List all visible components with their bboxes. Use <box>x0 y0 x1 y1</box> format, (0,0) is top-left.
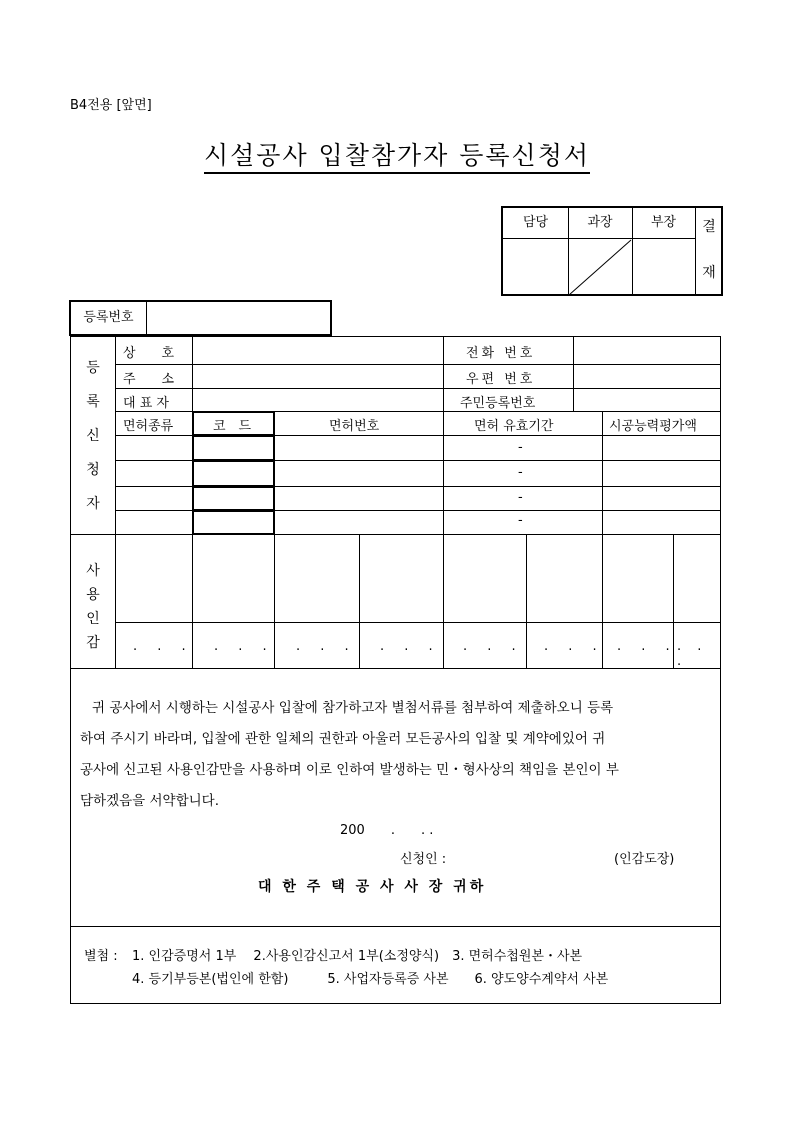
approval-box <box>501 206 723 296</box>
seal-date-dots: . . . <box>214 639 275 654</box>
license-type-header: 면허종류 <box>123 419 174 434</box>
approval-side-bottom: 재 <box>702 265 716 281</box>
seal-date-dots: . . . <box>133 639 194 654</box>
seal-date-dots: . . . <box>617 639 678 654</box>
approval-diagonal <box>568 239 632 296</box>
approval-col-manager: 과장 <box>568 208 632 239</box>
seal-date-dots: . . . <box>380 639 441 654</box>
approval-col-staff: 담당 <box>503 208 568 239</box>
phone-label: 전화 번호 <box>466 346 536 361</box>
approval-col-director: 부장 <box>632 208 695 239</box>
attachments-label: 별첨 : <box>84 949 118 964</box>
capacity-header: 시공능력평가액 <box>609 419 697 434</box>
form-note: B4전용 [앞면] <box>70 98 152 113</box>
seal-date-dots: . . . <box>677 639 708 669</box>
seal-side-label: 사 용 인 감 <box>86 563 100 651</box>
resident-no-label: 주민등록번호 <box>460 396 536 411</box>
attachments-line-1: 1. 인감증명서 1부 2.사용인감신고서 1부(소정양식) 3. 면허수첩원본・사본 <box>132 949 583 964</box>
license-validity-header: 면허 유효기간 <box>474 419 554 434</box>
applicant-side-label: 등 록 신 청 자 <box>86 360 100 512</box>
recipient-line: 대 한 주 택 공 사 사 장 귀하 <box>258 879 487 895</box>
seal-stamp-note: (인감도장) <box>614 852 675 867</box>
registration-number-label: 등록번호 <box>71 302 147 334</box>
seal-date-dots: . . . <box>296 639 357 654</box>
attachments-line-2: 4. 등기부등본(법인에 한함) 5. 사업자등록증 사본 6. 양도양수계약서 사본 <box>132 972 609 987</box>
applicant-sign-label: 신청인 : <box>400 852 447 867</box>
form-title: 시설공사 입찰참가자 등록신청서 <box>0 136 794 172</box>
application-form-table <box>70 336 721 1004</box>
representative-label: 대 표 자 <box>123 396 169 411</box>
seal-date-dots: . . . <box>544 639 605 654</box>
validity-dash: - <box>518 513 523 528</box>
address-label: 주 소 <box>123 372 175 387</box>
declaration-text: 귀 공사에서 시행하는 시설공사 입찰에 참가하고자 별첨서류를 첨부하여 제출하오니 등록 하여 주시기 바라며, 입찰에 관한 일체의 권한과 아울러 모든공사의 입찰 및 계약에있어 귀 공사에 신고된 사용인감만을 사용하며 이로 인하여 발생하는 민・형사상의 책임을 본인이 부 담하겠음을 서약합니다. <box>80 700 619 809</box>
date-line: 200 . . . <box>340 823 434 838</box>
license-no-header: 면허번호 <box>329 419 380 434</box>
validity-dash: - <box>518 490 523 505</box>
postal-label: 우편 번호 <box>466 372 536 387</box>
validity-dash: - <box>518 465 523 480</box>
trade-name-label: 상 호 <box>123 346 175 361</box>
approval-side-top: 결 <box>702 219 716 235</box>
seal-date-dots: . . . <box>463 639 524 654</box>
validity-dash: - <box>518 440 523 455</box>
code-header: 코 드 <box>213 419 252 434</box>
registration-number-box <box>69 300 332 336</box>
